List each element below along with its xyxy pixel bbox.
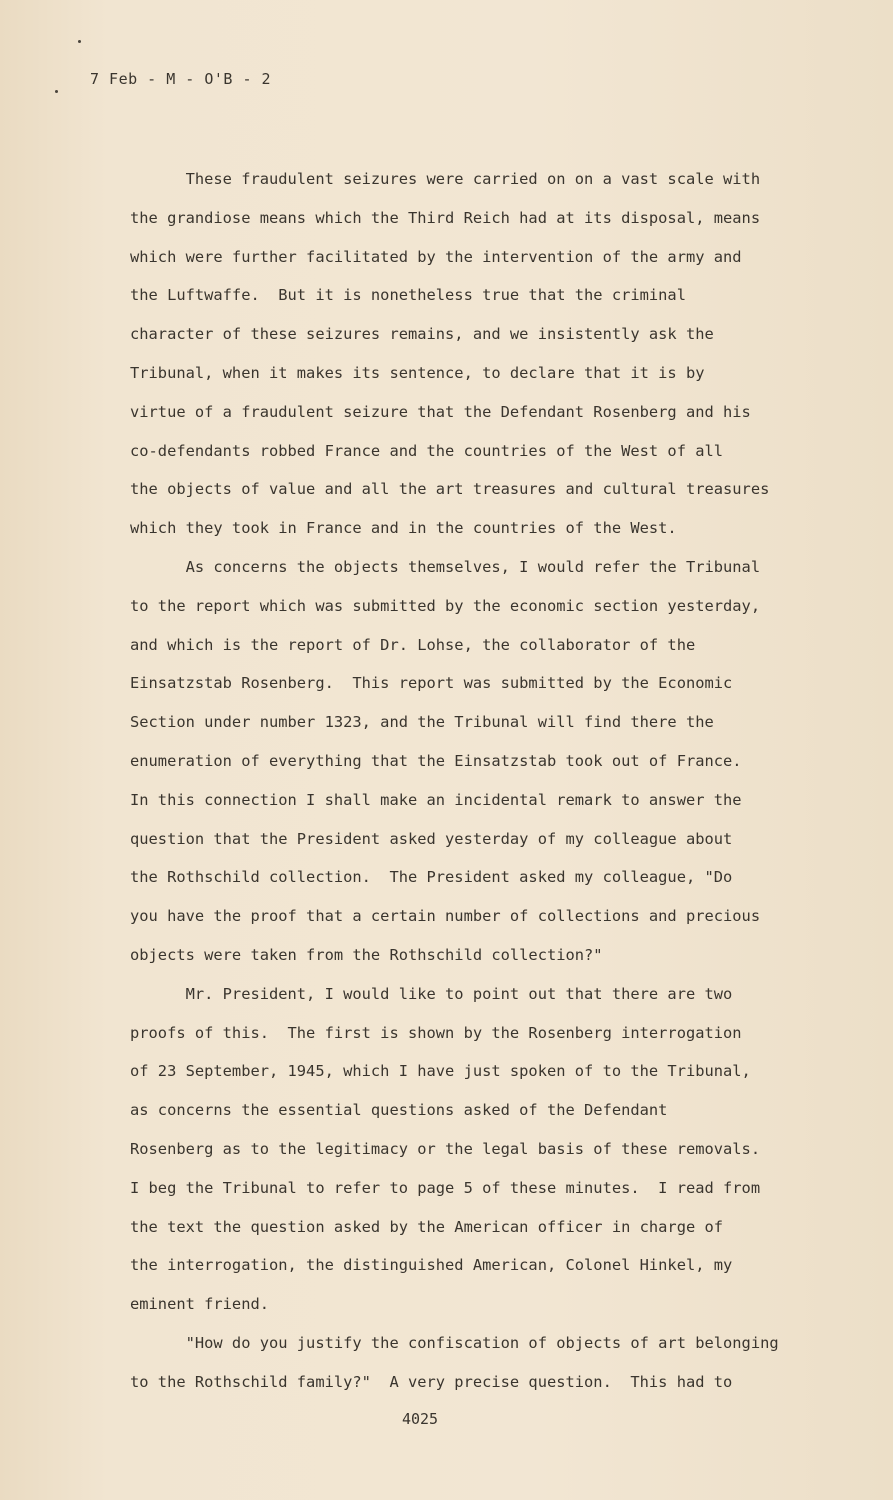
text-line: virtue of a fraudulent seizure that the Defendant Rosenberg and his: [130, 402, 751, 421]
text-line: the objects of value and all the art treasures and cultural treasures: [130, 480, 770, 499]
text-line: of 23 September, 1945, which I have just spoken of to the Tribunal,: [130, 1062, 751, 1081]
text-line: Tribunal, when it makes its sentence, to declare that it is by: [130, 363, 705, 382]
document-body: [130, 160, 820, 1402]
text-line: In this connection I shall make an incidental remark to answer the: [130, 790, 742, 809]
text-line: which were further facilitated by the intervention of the army and: [130, 247, 742, 266]
text-line: "How do you justify the confiscation of objects of art belonging: [130, 1333, 779, 1352]
text-line: Rosenberg as to the legitimacy or the legal basis of these removals.: [130, 1139, 761, 1158]
margin-dot: [78, 40, 81, 43]
page-header-reference: 7 Feb - M - O'B - 2: [90, 70, 272, 88]
page-number: 4025: [401, 1410, 439, 1428]
text-line: the text the question asked by the American officer in charge of: [130, 1217, 724, 1236]
text-line: co-defendants robbed France and the countries of the West of all: [130, 441, 724, 460]
text-line: the interrogation, the distinguished American, Colonel Hinkel, my: [130, 1256, 733, 1275]
text-line: to the Rothschild family?" A very precise question. This had to: [130, 1372, 733, 1391]
text-line: the grandiose means which the Third Reich had at its disposal, means: [130, 208, 761, 227]
text-line: As concerns the objects themselves, I would refer the Tribunal: [130, 557, 761, 576]
text-line: the Rothschild collection. The President asked my colleague, "Do: [130, 868, 733, 887]
text-line: eminent friend.: [130, 1295, 269, 1314]
text-line: which they took in France and in the countries of the West.: [130, 519, 677, 538]
text-line: as concerns the essential questions asked of the Defendant: [130, 1101, 668, 1120]
text-line: question that the President asked yesterday of my colleague about: [130, 829, 733, 848]
text-line: I beg the Tribunal to refer to page 5 of these minutes. I read from: [130, 1178, 761, 1197]
text-line: you have the proof that a certain number of collections and precious: [130, 907, 761, 926]
text-line: Mr. President, I would like to point out that there are two: [130, 984, 733, 1003]
text-line: enumeration of everything that the Einsatzstab took out of France.: [130, 751, 742, 770]
text-line: proofs of this. The first is shown by the Rosenberg interrogation: [130, 1023, 742, 1042]
text-line: objects were taken from the Rothschild collection?": [130, 945, 603, 964]
text-line: character of these seizures remains, and we insistently ask the: [130, 325, 714, 344]
text-line: Einsatzstab Rosenberg. This report was submitted by the Economic: [130, 674, 733, 693]
text-line: These fraudulent seizures were carried on on a vast scale with: [130, 170, 761, 188]
text-line: Section under number 1323, and the Tribunal will find there the: [130, 713, 714, 732]
text-line: to the report which was submitted by the economic section yesterday,: [130, 596, 761, 615]
margin-dot: [55, 90, 58, 93]
text-line: the Luftwaffe. But it is nonetheless true that the criminal: [130, 286, 686, 305]
text-line: and which is the report of Dr. Lohse, the collaborator of the: [130, 635, 696, 654]
